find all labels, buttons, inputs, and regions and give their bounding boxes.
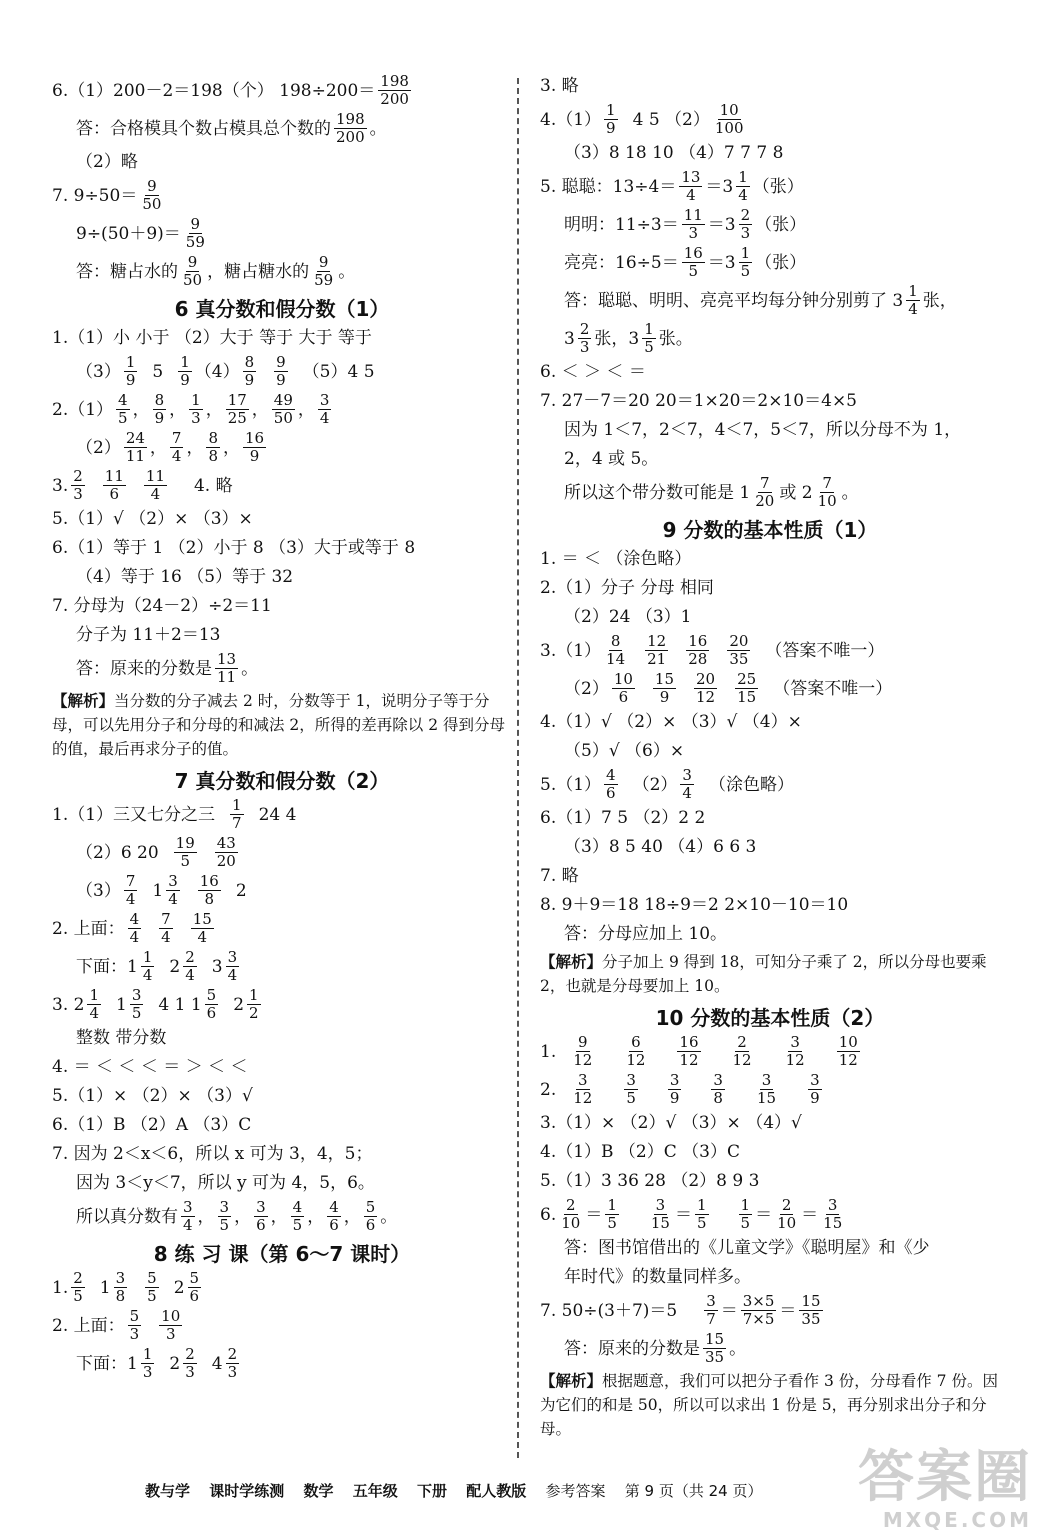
answer-line: 4.（1）B （2）C （3）C [540, 1142, 740, 1162]
answer-line: （3）8 5 40 （4）6 6 3 [564, 837, 757, 857]
answer-line: 答：原来的分数是 $\frac{15}{35}$ 。 [564, 1330, 747, 1366]
answer-line: 2. $\frac{3}{12}$ $\frac{3}{5}$ $\frac{3}{9}$ $\frac{3}{8}$ $\frac{3}{15}$ $\frac{3}{9}$ [540, 1071, 820, 1107]
fraction: $\frac{3}{4}$ [319, 391, 330, 427]
fraction: $\frac{1}{9}$ [125, 353, 136, 389]
answer-line: 1. $\frac{2}{5}$ 1 $\frac{3}{8}$ $\frac{5}{5}$ 2 $\frac{5}{6}$ [52, 1269, 200, 1305]
fraction: $\frac{8}{8}$ [208, 429, 219, 465]
fraction: $\frac{1}{5}$ [740, 1196, 751, 1232]
fraction: $\frac{1}{9}$ [180, 353, 190, 389]
answer-line: 答：分母应加上 10。 [564, 924, 728, 944]
fraction: $\frac{8}{9}$ [154, 391, 165, 427]
fraction: $\frac{24}{11}$ [125, 429, 145, 465]
fraction: $\frac{10}{12}$ [838, 1033, 858, 1069]
fraction: $\frac{1}{9}$ [606, 101, 616, 137]
watermark [858, 1445, 1032, 1532]
fraction: $\frac{1}{4}$ [738, 168, 748, 204]
answer-line: 5. 聪聪：13÷4＝ $\frac{13}{4}$ ＝3 $\frac{1}{4}$ （张） [540, 168, 804, 204]
answer-line: 答：合格模具个数占模具总个数的 $\frac{198}{200}$ 。 [76, 110, 387, 146]
fraction: $\frac{3}{15}$ [756, 1071, 777, 1107]
fraction: $\frac{2}{12}$ [732, 1033, 752, 1069]
fraction: $\frac{3}{9}$ [669, 1071, 680, 1107]
analysis-note: 【解析】根据题意，我们可以把分子看作 3 份，分母看作 7 份。因为它们的和是 50，所以可以求出 1 份是 5，再分别求出分子和分母。 [540, 1371, 998, 1438]
fraction: $\frac{3}{15}$ [823, 1196, 843, 1232]
answer-line: 明明：11÷3＝ $\frac{11}{3}$ ＝3 $\frac{2}{3}$ （张） [564, 206, 807, 242]
fraction: $\frac{20}{12}$ [696, 670, 716, 706]
section-title: 9 分数的基本性质（1） [662, 518, 878, 542]
fraction: $\frac{3}{8}$ [115, 1269, 126, 1305]
footer-item: 配人教版 [466, 1482, 527, 1500]
answer-line: 分子为 11＋2＝13 [76, 625, 221, 645]
fraction: $\frac{4}{5}$ [118, 391, 128, 427]
answer-line: （4）等于 16 （5）等于 32 [76, 567, 294, 587]
fraction: $\frac{11}{6}$ [104, 467, 124, 503]
answer-line: 3. 略 [540, 76, 579, 96]
answer-line: 答：原来的分数是 $\frac{13}{11}$ 。 [76, 650, 259, 686]
fraction: $\frac{16}{5}$ [683, 244, 703, 280]
answer-line: 3. $\frac{2}{3}$ $\frac{11}{6}$ $\frac{11}{4}$ 4. 略 [52, 467, 233, 503]
fraction: $\frac{20}{35}$ [729, 632, 749, 668]
fraction: $\frac{17}{25}$ [227, 391, 247, 427]
fraction: $\frac{6}{12}$ [626, 1033, 646, 1069]
fraction: $\frac{1}{4}$ [89, 986, 99, 1022]
answer-line: 3.（1）× （2）√ （3）× （4）√ [540, 1113, 802, 1133]
answer-line: （2）24 （3）1 [564, 607, 692, 627]
fraction: $\frac{15}{4}$ [192, 910, 212, 946]
fraction: $\frac{16}{8}$ [199, 872, 219, 908]
answer-line: 4.（1） $\frac{1}{9}$ 4 5 （2） $\frac{10}{100}$ [540, 101, 744, 137]
fraction: $\frac{3\times 5}{7\times 5}$ [742, 1292, 775, 1328]
fraction: $\frac{15}{35}$ [801, 1292, 821, 1328]
answer-line: （2）略 [76, 152, 138, 172]
answer-line: 1.（1）三又七分之三 $\frac{1}{7}$ 24 4 [52, 796, 297, 832]
fraction: $\frac{2}{10}$ [561, 1196, 581, 1232]
fraction: $\frac{3}{8}$ [713, 1071, 723, 1107]
answer-line: 3.（1） $\frac{8}{14}$ $\frac{12}{21}$ $\frac{16}{28}$ $\frac{20}{35}$ （答案不唯一） [540, 632, 885, 668]
fraction: $\frac{2}{3}$ [579, 320, 590, 356]
fraction: $\frac{3}{15}$ [650, 1196, 670, 1232]
fraction: $\frac{3}{9}$ [810, 1071, 820, 1107]
fraction: $\frac{1}{4}$ [908, 282, 918, 318]
fraction: $\frac{5}{6}$ [365, 1198, 376, 1234]
answer-line: 因为 1＜7，2＜7，4＜7，5＜7，所以分母不为 1， [564, 420, 962, 440]
fraction: $\frac{19}{5}$ [175, 834, 195, 870]
answer-line: 6. $\frac{2}{10}$ ＝ $\frac{1}{5}$ $\frac{3}{15}$ ＝ $\frac{1}{5}$ $\frac{1}{5}$ ＝ $\frac{2}{10}$ ＝ $\frac{3}{15}$ [540, 1196, 843, 1232]
answer-line: 年时代》的数量同样多。 [564, 1267, 751, 1287]
fraction: $\frac{3}{7}$ [706, 1292, 716, 1328]
section-title: 6 真分数和假分数（1） [174, 297, 390, 321]
answer-line: 1. ＝ ＜ （涂色略） [540, 549, 692, 569]
answer-line: 2，4 或 5。 [564, 449, 659, 469]
footer-item: 教与学 [145, 1482, 191, 1500]
answer-line: 因为 3＜y＜7，所以 y 可为 4，5，6。 [76, 1173, 375, 1193]
column-divider [517, 78, 519, 1458]
fraction: $\frac{4}{6}$ [606, 766, 616, 802]
watermark-logo: 答案圈 [858, 1445, 1032, 1510]
answer-line: 7. 略 [540, 866, 579, 886]
answer-line: 2. 上面： $\frac{5}{3}$ $\frac{10}{3}$ [52, 1307, 181, 1343]
fraction: $\frac{7}{20}$ [755, 474, 775, 510]
answer-line: 所以这个带分数可能是 1 $\frac{7}{20}$ 或 2 $\frac{7}{10}$ 。 [564, 474, 859, 510]
answer-line: 7. 9÷50＝ $\frac{9}{50}$ [52, 177, 162, 213]
fraction: $\frac{11}{4}$ [145, 467, 165, 503]
fraction: $\frac{7}{10}$ [817, 474, 837, 510]
answer-line: 5.（1）× （2）× （3）√ [52, 1086, 253, 1106]
left-column [52, 70, 512, 1384]
answer-line: 6. ＜ ＞ ＜ ＝ [540, 362, 646, 382]
fraction: $\frac{1}{3}$ [142, 1345, 153, 1381]
analysis-note: 【解析】当分数的分子减去 2 时，分数等于 1，说明分子等于分母，可以先用分子和分母的和减法 2，所得的差再除以 2 得到分母的值，最后再求分子的值。 [52, 691, 506, 758]
answer-line: 6.（1）等于 1 （2）小于 8 （3）大于或等于 8 [52, 538, 416, 558]
answer-line: 答：糖占水的 $\frac{9}{50}$ ，糖占糖水的 $\frac{9}{59}$ 。 [76, 253, 356, 289]
fraction: $\frac{9}{59}$ [185, 215, 205, 251]
footer-item: 参考答案 [545, 1482, 606, 1500]
fraction: $\frac{3}{12}$ [573, 1071, 593, 1107]
answer-line: 6.（1）200－2＝198（个） 198÷200＝ $\frac{198}{200}$ [52, 72, 409, 108]
fraction: $\frac{3}{4}$ [227, 948, 238, 984]
answer-line: 9÷(50＋9)＝ $\frac{9}{59}$ [76, 215, 205, 251]
fraction: $\frac{5}{6}$ [189, 1269, 200, 1305]
answer-line: 7. 分母为（24－2）÷2＝11 [52, 596, 272, 616]
watermark-url: MXQE.COM [882, 1508, 1032, 1532]
fraction: $\frac{10}{100}$ [714, 101, 744, 137]
fraction: $\frac{16}{28}$ [688, 632, 708, 668]
answer-line: （2） $\frac{24}{11}$ ， $\frac{7}{4}$ ， $\frac{8}{8}$ ， $\frac{16}{9}$ [76, 429, 265, 465]
answer-line: 6.（1）B （2）A （3）C [52, 1115, 252, 1135]
fraction: $\frac{15}{9}$ [654, 670, 675, 706]
fraction: $\frac{10}{6}$ [613, 670, 633, 706]
answer-line: 4.（1）√ （2）× （3）√ （4）× [540, 712, 802, 732]
fraction: $\frac{3}{5}$ [131, 986, 142, 1022]
fraction: $\frac{25}{15}$ [737, 670, 757, 706]
fraction: $\frac{5}{5}$ [147, 1269, 157, 1305]
fraction: $\frac{10}{3}$ [161, 1307, 181, 1343]
answer-line: 5.（1）3 36 28 （2）8 9 3 [540, 1171, 760, 1191]
right-column [540, 70, 1000, 1441]
fraction: $\frac{9}{9}$ [276, 353, 286, 389]
fraction: $\frac{1}{5}$ [740, 244, 751, 280]
answer-line: 亮亮：16÷5＝ $\frac{16}{5}$ ＝3 $\frac{1}{5}$ （张） [564, 244, 807, 280]
answer-line: 1.（1）小 小于 （2）大于 等于 大于 等于 [52, 328, 372, 348]
answer-line: 2.（1） $\frac{4}{5}$ ， $\frac{8}{9}$ ， $\frac{1}{3}$ ， $\frac{17}{25}$ ， $\frac{49}{50}$ ， $\frac{3}{4}$ [52, 391, 330, 427]
answer-line: 3 $\frac{2}{3}$ 张，3 $\frac{1}{5}$ 张。 [564, 320, 693, 356]
fraction: $\frac{7}{4}$ [161, 910, 171, 946]
answer-line: 5.（1） $\frac{4}{6}$ （2） $\frac{3}{4}$ （涂色略） [540, 766, 794, 802]
answer-line: （3） $\frac{1}{9}$ 5 $\frac{1}{9}$ （4） $\frac{8}{9}$ $\frac{9}{9}$ （5）4 5 [76, 353, 375, 389]
page-number: 第 9 页（共 24 页） [624, 1482, 763, 1500]
fraction: $\frac{11}{3}$ [683, 206, 703, 242]
fraction: $\frac{4}{4}$ [129, 910, 140, 946]
fraction: $\frac{3}{5}$ [626, 1071, 636, 1107]
answer-line: 2. 上面： $\frac{4}{4}$ $\frac{7}{4}$ $\frac{15}{4}$ [52, 910, 212, 946]
fraction: $\frac{3}{4}$ [682, 766, 692, 802]
fraction: $\frac{7}{4}$ [125, 872, 136, 908]
fraction: $\frac{13}{11}$ [217, 650, 237, 686]
fraction: $\frac{16}{12}$ [679, 1033, 699, 1069]
fraction: $\frac{7}{4}$ [171, 429, 182, 465]
answer-line: 1. $\frac{9}{12}$ $\frac{6}{12}$ $\frac{16}{12}$ $\frac{2}{12}$ $\frac{3}{12}$ $\frac{10}{12}$ [540, 1033, 858, 1069]
answer-line: （2） $\frac{10}{6}$ $\frac{15}{9}$ $\frac{20}{12}$ $\frac{25}{15}$ （答案不唯一） [564, 670, 893, 706]
fraction: $\frac{16}{9}$ [245, 429, 265, 465]
fraction: $\frac{9}{50}$ [142, 177, 162, 213]
answer-line: 7. 因为 2＜x＜6，所以 x 可为 3，4，5； [52, 1144, 373, 1164]
answer-line: 3. 2 $\frac{1}{4}$ 1 $\frac{3}{5}$ 4 1 1 $\frac{5}{6}$ 2 $\frac{1}{2}$ [52, 986, 259, 1022]
fraction: $\frac{43}{20}$ [216, 834, 236, 870]
answer-line: 8. 9＋9＝18 18÷9＝2 2×10－10＝10 [540, 895, 849, 915]
fraction: $\frac{49}{50}$ [273, 391, 293, 427]
answer-line: （3）8 18 10 （4）7 7 7 8 [564, 143, 784, 163]
answer-line: 下面：1 $\frac{1}{3}$ 2 $\frac{2}{3}$ 4 $\frac{2}{3}$ [76, 1345, 238, 1381]
fraction: $\frac{2}{4}$ [185, 948, 195, 984]
fraction: $\frac{198}{200}$ [380, 72, 409, 108]
fraction: $\frac{1}{7}$ [232, 796, 242, 832]
fraction: $\frac{5}{3}$ [129, 1307, 140, 1343]
footer-item: 五年级 [352, 1482, 398, 1500]
footer-item: 下册 [417, 1482, 448, 1500]
answer-line: （3） $\frac{7}{4}$ 1 $\frac{3}{4}$ $\frac{16}{8}$ 2 [76, 872, 247, 908]
fraction: $\frac{3}{5}$ [219, 1198, 230, 1234]
fraction: $\frac{1}{5}$ [696, 1196, 707, 1232]
fraction: $\frac{8}{9}$ [244, 353, 255, 389]
fraction: $\frac{3}{6}$ [256, 1198, 266, 1234]
section-title: 8 练 习 课（第 6～7 课时） [153, 1242, 411, 1266]
fraction: $\frac{1}{3}$ [191, 391, 201, 427]
fraction: $\frac{2}{3}$ [73, 467, 83, 503]
analysis-note: 【解析】分子加上 9 得到 18，可知分子乘了 2，所以分母也要乘 2，也就是分母要加上 10。 [540, 952, 987, 995]
footer-item: 课时学练测 [209, 1482, 285, 1500]
section-title: 7 真分数和假分数（2） [174, 769, 390, 793]
fraction: $\frac{2}{10}$ [777, 1196, 797, 1232]
answer-line: 2.（1）分子 分母 相同 [540, 578, 714, 598]
answer-line: 下面：1 $\frac{1}{4}$ 2 $\frac{2}{4}$ 3 $\frac{3}{4}$ [76, 948, 238, 984]
fraction: $\frac{15}{35}$ [705, 1330, 725, 1366]
fraction: $\frac{1}{2}$ [249, 986, 259, 1022]
fraction: $\frac{12}{21}$ [647, 632, 667, 668]
fraction: $\frac{2}{3}$ [740, 206, 751, 242]
fraction: $\frac{1}{5}$ [644, 320, 654, 356]
page-footer [145, 1480, 776, 1501]
answer-line: 答：图书馆借出的《儿童文学》《聪明屋》和《少 [564, 1238, 930, 1258]
answer-line: （5）√ （6）× [564, 741, 685, 761]
fraction: $\frac{1}{4}$ [142, 948, 153, 984]
fraction: $\frac{3}{4}$ [183, 1198, 193, 1234]
fraction: $\frac{1}{5}$ [607, 1196, 617, 1232]
fraction: $\frac{4}{6}$ [329, 1198, 339, 1234]
fraction: $\frac{5}{6}$ [206, 986, 217, 1022]
fraction: $\frac{13}{4}$ [681, 168, 701, 204]
section-title: 10 分数的基本性质（2） [655, 1006, 885, 1030]
fraction: $\frac{3}{12}$ [785, 1033, 805, 1069]
fraction: $\frac{9}{59}$ [314, 253, 334, 289]
fraction: $\frac{9}{50}$ [183, 253, 203, 289]
fraction: $\frac{198}{200}$ [336, 110, 365, 146]
answer-line: 7. 27－7＝20 20＝1×20＝2×10＝4×5 [540, 391, 857, 411]
fraction: $\frac{9}{12}$ [573, 1033, 593, 1069]
answer-line: 答：聪聪、明明、亮亮平均每分钟分别剪了 3 $\frac{1}{4}$ 张， [564, 282, 957, 318]
answer-line: 整数 带分数 [76, 1028, 167, 1048]
answer-line: 5.（1）√ （2）× （3）× [52, 509, 253, 529]
fraction: $\frac{4}{5}$ [292, 1198, 303, 1234]
answer-line: 所以真分数有 $\frac{3}{4}$ ， $\frac{3}{5}$ ， $\frac{3}{6}$ ， $\frac{4}{5}$ ， $\frac{4}{6}$ ， $\frac{5}{6}$ 。 [76, 1198, 398, 1234]
answer-line: 4. ＝ ＜ ＜ ＜ ＝ ＞ ＜ ＜ [52, 1057, 248, 1077]
answer-line: 7. 50÷(3＋7)＝5 $\frac{3}{7}$ ＝ $\frac{3\times 5}{7\times 5}$ ＝ $\frac{15}{35}$ [540, 1292, 821, 1328]
fraction: $\frac{8}{14}$ [606, 632, 626, 668]
answer-line: （2）6 20 $\frac{19}{5}$ $\frac{43}{20}$ [76, 834, 236, 870]
fraction: $\frac{2}{5}$ [73, 1269, 83, 1305]
footer-item: 数学 [303, 1482, 334, 1500]
fraction: $\frac{2}{3}$ [227, 1345, 238, 1381]
fraction: $\frac{3}{4}$ [168, 872, 178, 908]
answer-line: 6.（1）7 5 （2）2 2 [540, 808, 706, 828]
fraction: $\frac{2}{3}$ [185, 1345, 195, 1381]
